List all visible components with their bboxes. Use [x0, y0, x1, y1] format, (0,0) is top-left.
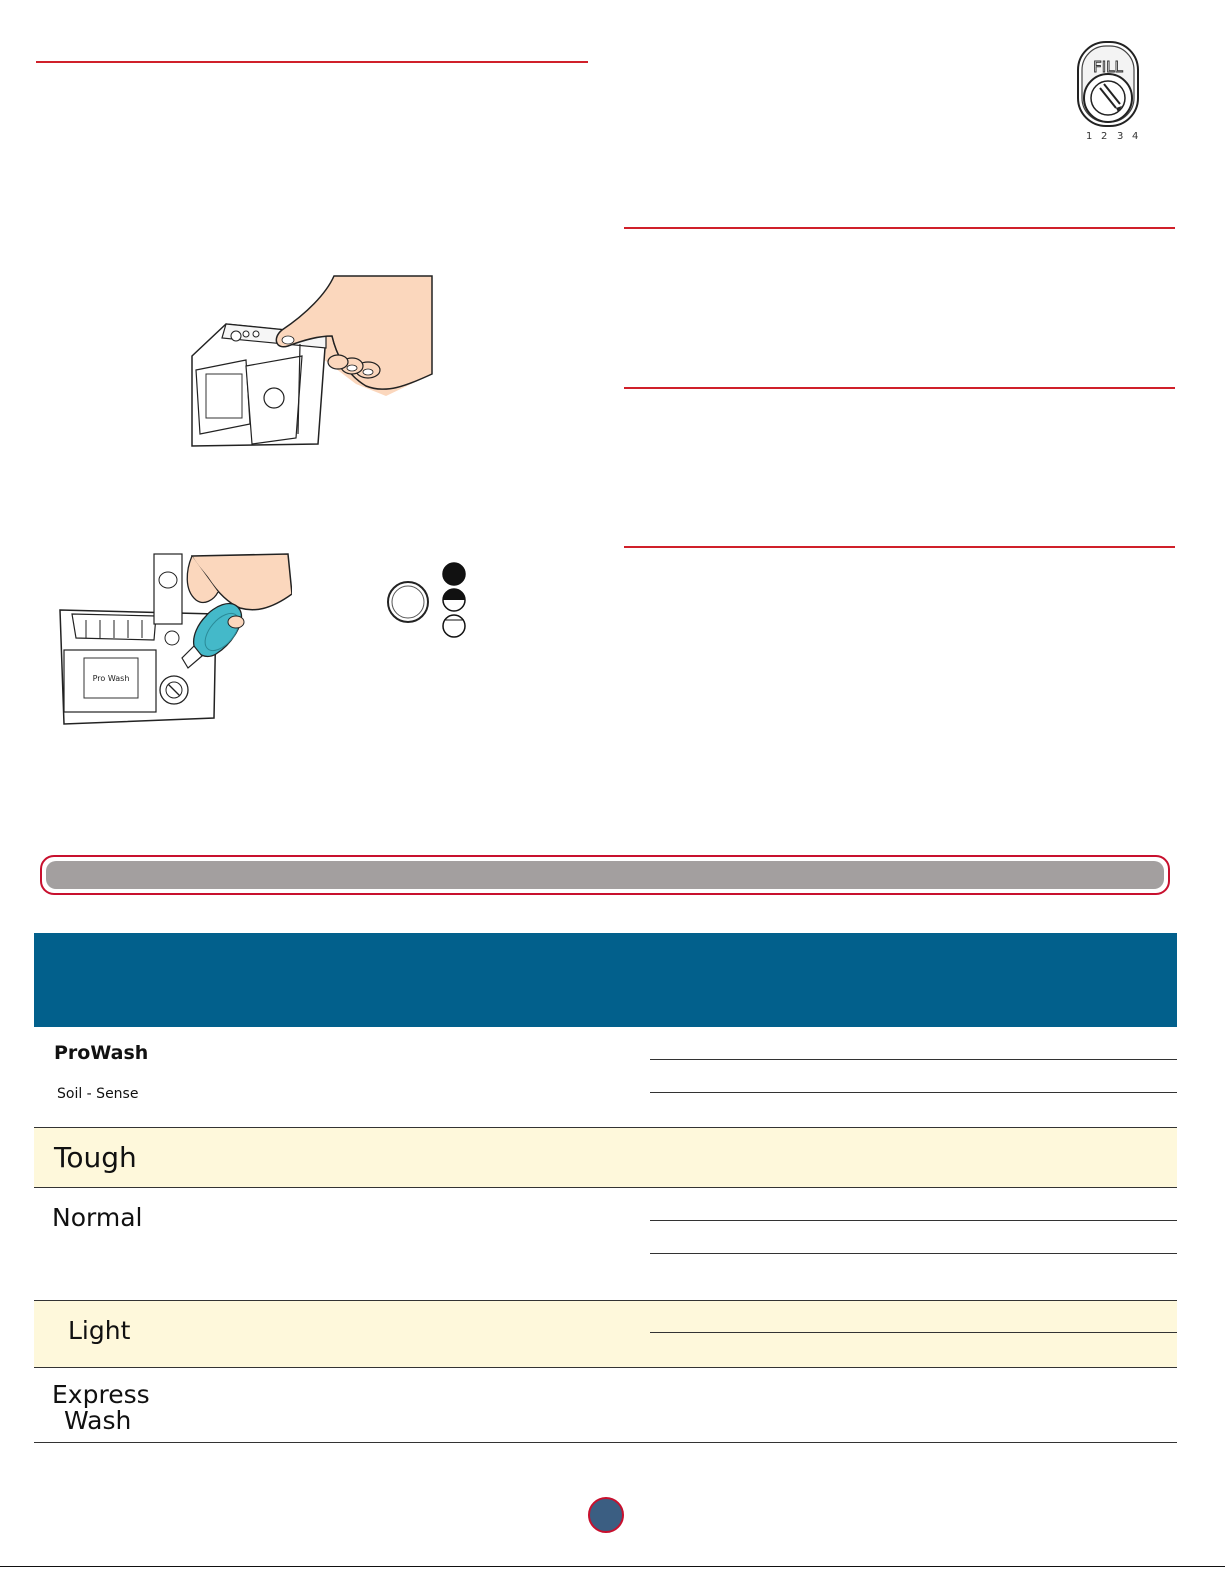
- dial-number-1: 1: [1086, 131, 1093, 142]
- row-divider: [650, 1059, 1177, 1060]
- section-banner-fill: [46, 861, 1164, 889]
- hand-opening-dispenser-illustration: [186, 274, 434, 454]
- section-banner: [40, 855, 1170, 895]
- section-rule-right-1: [624, 227, 1175, 229]
- rinse-aid-dial-illustration: [1070, 38, 1150, 146]
- dial-fill-label: FILL: [1093, 58, 1123, 76]
- cycle-table-header: [34, 933, 1177, 1027]
- table-row-tough: [34, 1128, 1177, 1187]
- table-row-light: [34, 1301, 1177, 1367]
- dispenser-lid-label: Pro Wash: [92, 674, 130, 683]
- page-number-badge: [588, 1497, 624, 1533]
- table-row-normal: [34, 1188, 1177, 1300]
- cycle-name-light: Light: [68, 1316, 131, 1345]
- row-divider: [650, 1092, 1177, 1093]
- cycle-name-wash: Wash: [64, 1406, 132, 1435]
- dial-number-3: 3: [1117, 131, 1124, 142]
- indicator-half-icon: [443, 589, 465, 600]
- row-divider: [650, 1253, 1177, 1254]
- indicator-empty-icon: [443, 615, 465, 637]
- table-row-prowash: [34, 1027, 1177, 1127]
- row-divider: [650, 1332, 1177, 1333]
- dial-number-2: 2: [1101, 131, 1108, 142]
- cycle-name-prowash: ProWash: [54, 1042, 149, 1064]
- page-bottom-rule: [0, 1566, 1225, 1567]
- row-divider: [650, 1220, 1177, 1221]
- table-bottom-rule: [34, 1442, 1177, 1443]
- indicator-full-icon: [443, 563, 465, 585]
- section-rule-right-2: [624, 387, 1175, 389]
- section-rule-right-3: [624, 546, 1175, 548]
- cycle-name-tough: Tough: [54, 1141, 137, 1174]
- cycle-name-normal: Normal: [52, 1203, 143, 1232]
- cycle-subname-soil-sense: Soil - Sense: [57, 1086, 139, 1102]
- table-row-express-wash: [34, 1368, 1177, 1442]
- cycle-name-express: Express: [52, 1380, 150, 1409]
- pouring-rinse-aid-illustration: [56, 550, 292, 730]
- rinse-aid-indicator-illustration: [384, 560, 468, 642]
- section-rule-top-left: [36, 61, 588, 63]
- dial-number-4: 4: [1132, 131, 1139, 142]
